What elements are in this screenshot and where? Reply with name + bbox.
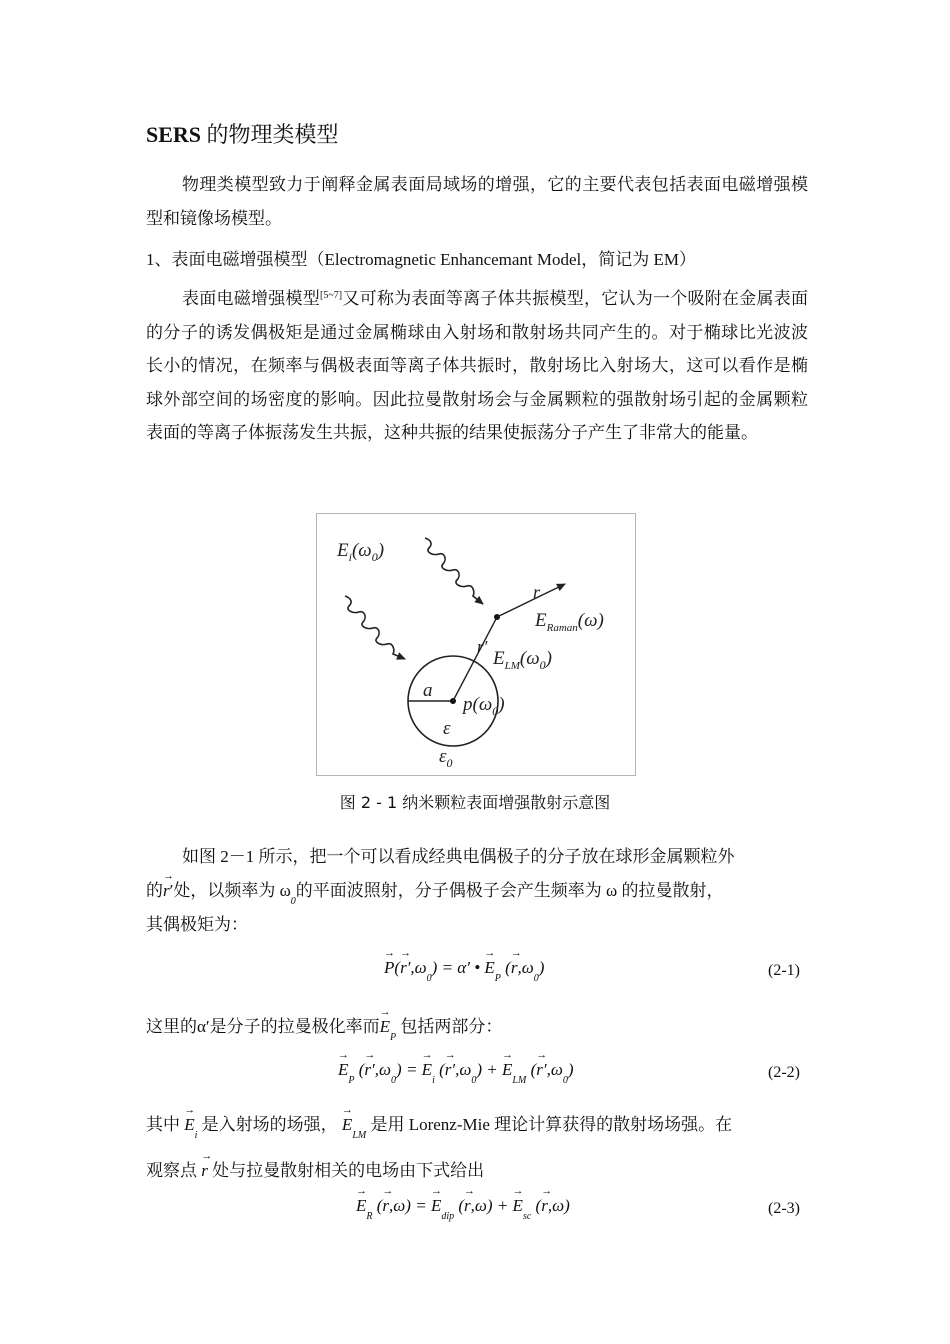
para1-before-ref: 表面电磁增强模型	[182, 289, 321, 308]
label-eraman: $E_{Raman}(\omega)$	[535, 610, 604, 634]
label-ei: $E_i(\omega_0)$	[337, 540, 385, 564]
para1-after-ref: 又可称为表面等离子体共振模型，它认为一个吸附在金属表面的分子的诱发偶极矩是通过金属椭球由入射场和散射场共同产生的。对于椭球比光波波长小的情况，在频率与偶极表面等离子体共振时，散射场比入射场大，这可以看作是椭球外部空间的场密度的影响。因此拉曼散射场会与金属颗粒的强散射场引起的金属颗粒表面的等离子体振荡发生共振，这种共振的结果使振荡分子产生了非常大的能量。	[146, 289, 809, 442]
em-model-paragraph	[146, 279, 808, 450]
label-epsilon: ε	[443, 718, 451, 739]
equation-2-3: → $E_R$ (→ r,ω) = → $E_{dip}$ (→ r,ω) + → $E_{sc}$ (→ r,ω)	[356, 1196, 570, 1222]
label-epsilon0: $\varepsilon_0$	[439, 746, 453, 770]
citation-ref: [5~7]	[320, 290, 343, 301]
equation-2-3-number: (2-3)	[768, 1200, 800, 1217]
equation-2-2: → $E_P$ (→ $r',\omega_0$) = → $E_i$ (→ $r',\omega_0$) + → $E_{LM}$ (→ $r',\omega_0$)	[338, 1060, 574, 1086]
subsection-heading: 1、表面电磁增强模型（Electromagnetic Enhancemant Model，简记为 EM）	[146, 250, 697, 269]
para2-line2: 的→ r′处，以频率为 $\omega_0$的平面波照射，分子偶极子会产生频率为 ω 的拉曼散射，	[146, 876, 724, 907]
incident-wave-lower	[345, 596, 405, 659]
section-heading-rest: 的物理类模型	[201, 122, 339, 147]
label-a: a	[423, 680, 433, 701]
incident-wave-upper	[425, 538, 483, 604]
equation-2-1-number: (2-1)	[768, 962, 800, 979]
label-elm: $E_{LM}(\omega_0)$	[493, 648, 552, 672]
equation-2-2-number: (2-2)	[768, 1064, 800, 1081]
section-heading-bold: SERS	[146, 122, 202, 147]
r-prime-line	[453, 617, 497, 701]
ep-intro-line: 这里的α′是分子的拉曼极化率而→ $E_P$ 包括两部分：	[146, 1012, 502, 1043]
figure-caption: 图 2 - 1 纳米颗粒表面增强散射示意图	[339, 793, 611, 812]
figure-diagram	[317, 514, 635, 775]
para2-line3: 其偶极矩为：	[146, 915, 248, 934]
equation-2-1: → $P(\to r',\omega_0) = \alpha'$ • → $E_P$ (→ $r,\omega_0$)	[384, 958, 544, 984]
intro-paragraph: 物理类模型致力于阐释金属表面局域场的增强，它的主要代表包括表面电磁增强模型和镜像场模型。	[146, 175, 808, 228]
label-p: $p(\omega_0)$	[463, 694, 505, 718]
label-rprime: r′	[477, 637, 488, 656]
label-r: r	[533, 582, 541, 602]
para2-line1: 如图 2－1 所示，把一个可以看成经典电偶极子的分子放在球形金属颗粒外	[182, 847, 735, 866]
section-heading	[146, 118, 339, 149]
raman-arrow	[497, 584, 565, 617]
observation-line: 观察点 → r 处与拉曼散射相关的电场由下式给出	[146, 1156, 484, 1181]
ei-elm-line: 其中 → $E_i$ 是入射场的场强， → $E_{LM}$ 是用 Lorenz-Mie 理论计算获得的散射场场强。在	[146, 1110, 732, 1141]
figure-2-1	[316, 513, 636, 776]
